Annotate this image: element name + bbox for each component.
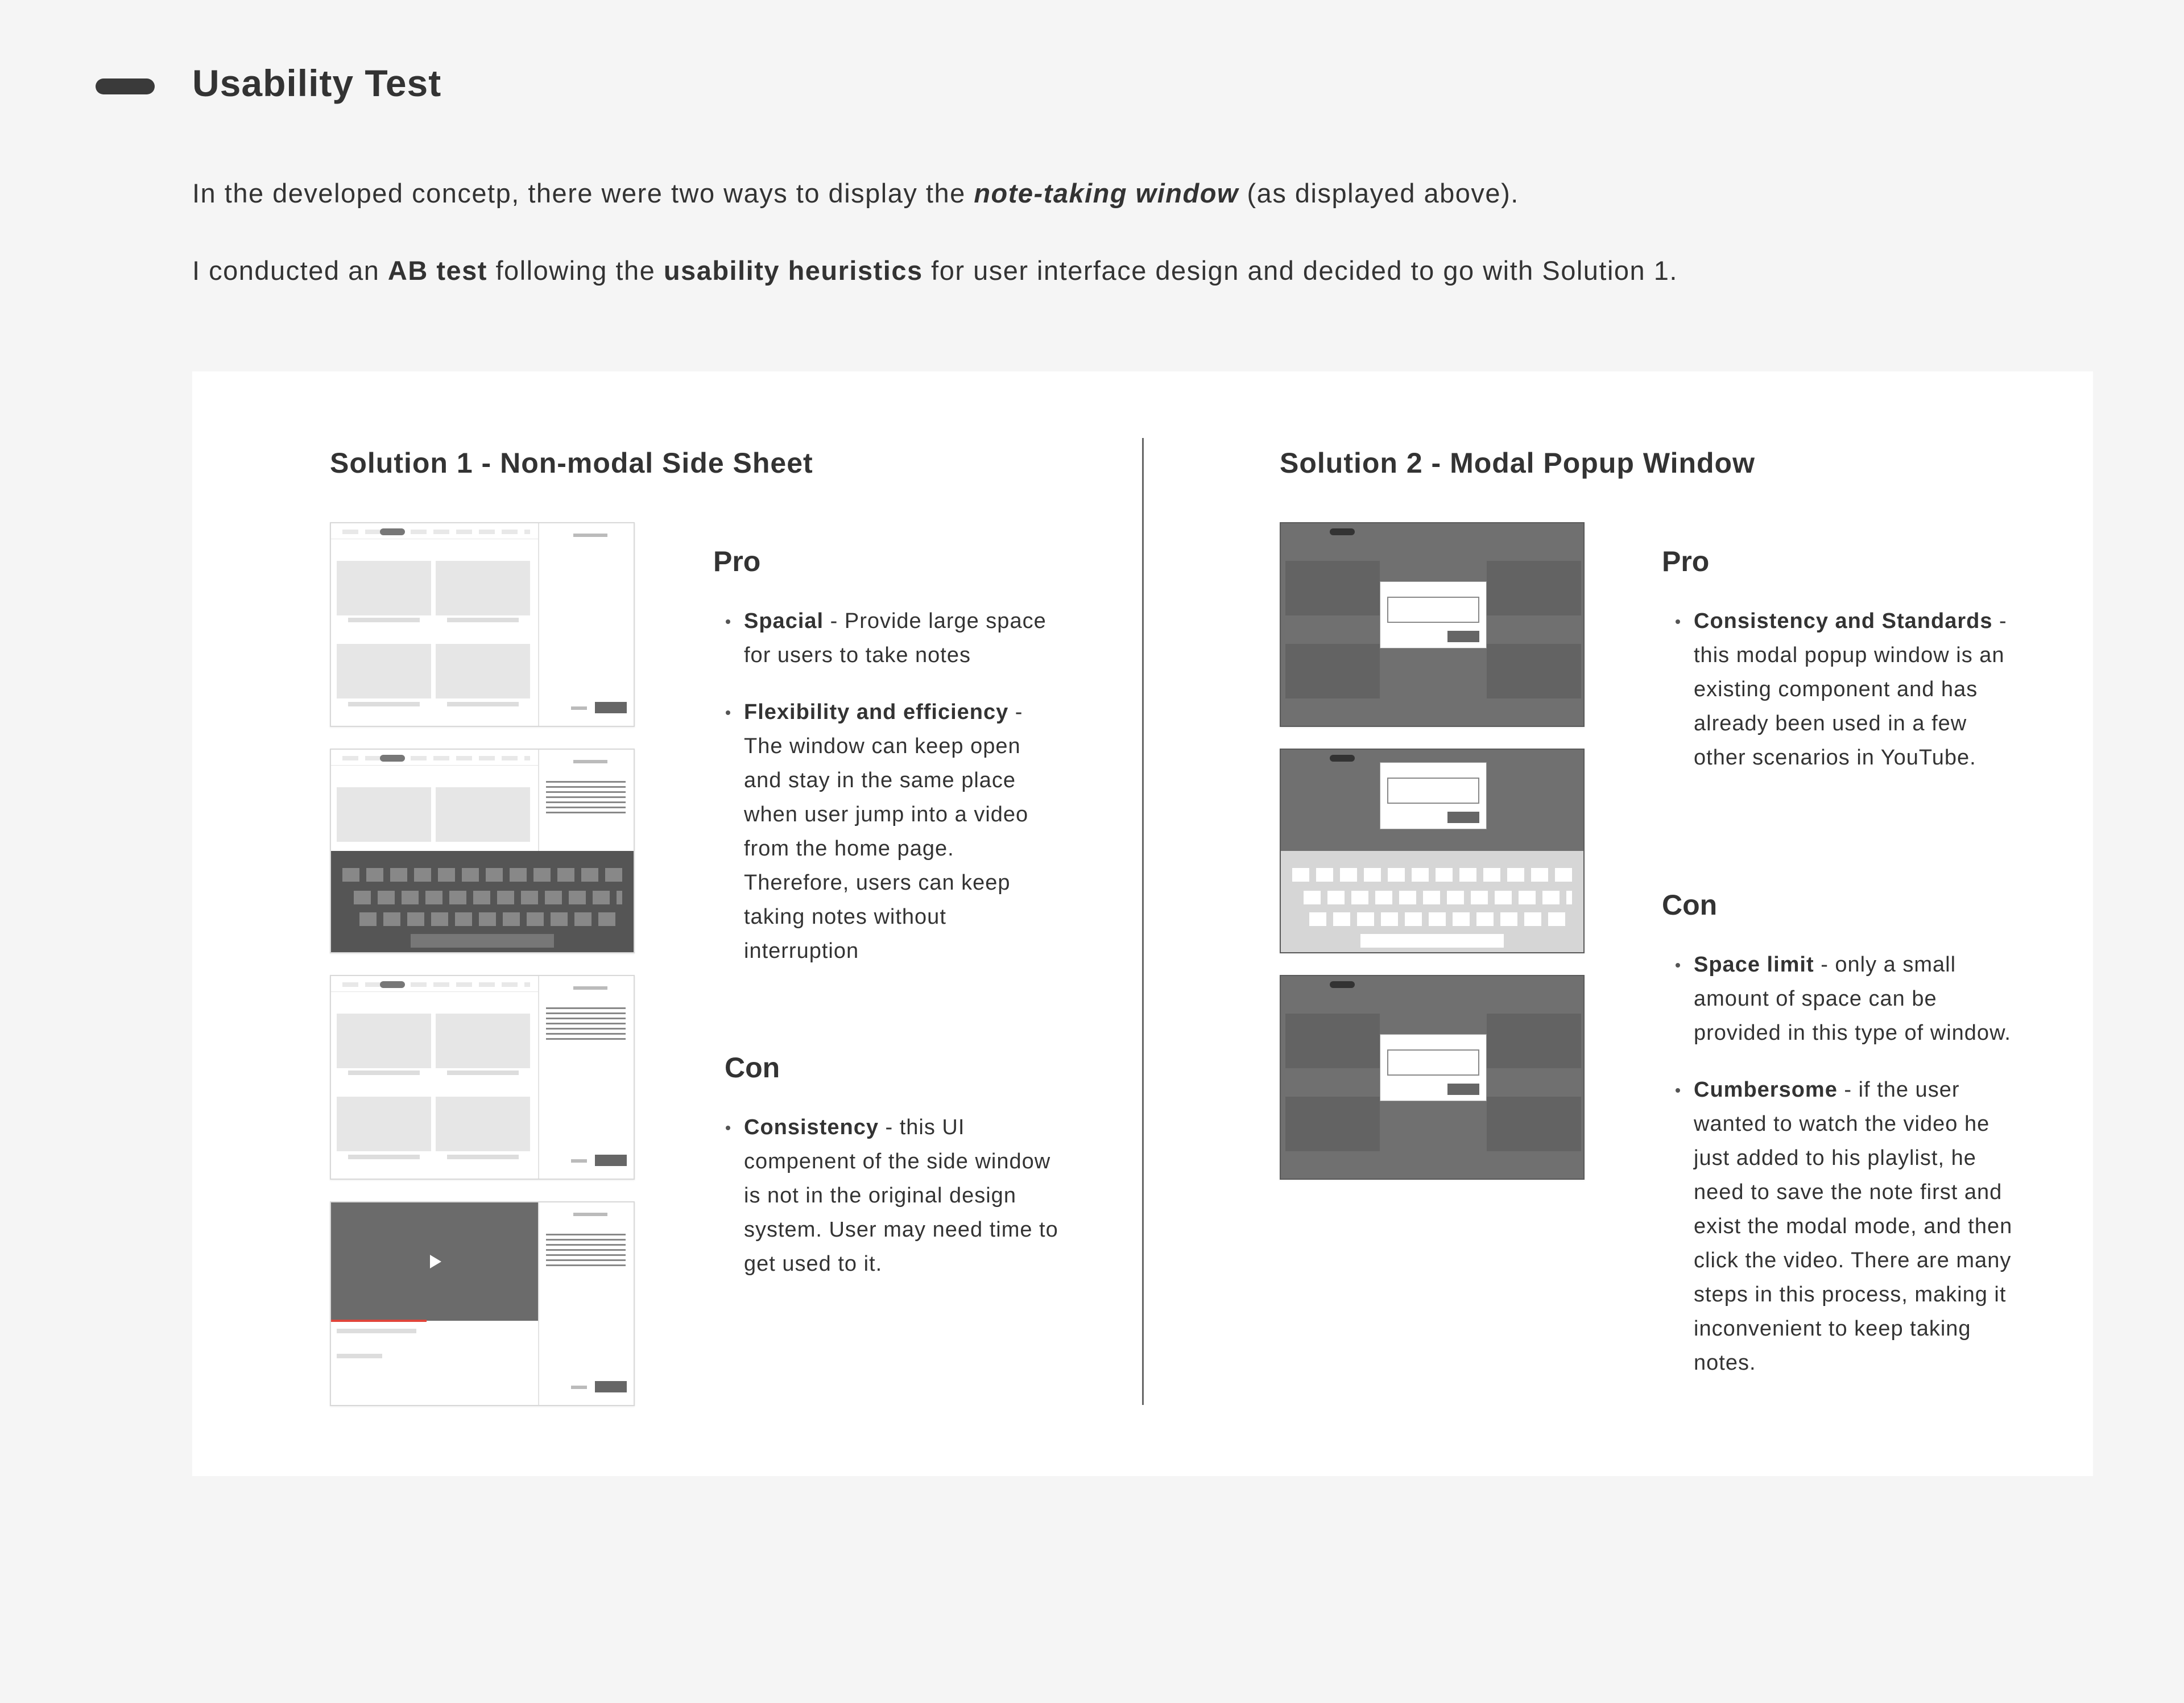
keyboard-row bbox=[354, 891, 622, 904]
video-meta bbox=[447, 702, 519, 706]
solution1-pro-list bbox=[744, 604, 1062, 991]
note-text bbox=[546, 1007, 626, 1041]
solution1-con-list bbox=[744, 1110, 1062, 1304]
video-thumbnail bbox=[1285, 1014, 1380, 1068]
solution2-title: Solution 2 - Modal Popup Window bbox=[1280, 447, 1755, 479]
video-meta bbox=[348, 618, 420, 622]
filter-chips bbox=[342, 982, 530, 987]
con-text: - this UI compenent of the side window is not in the original design system. User may need time to get used to it. bbox=[744, 1115, 1058, 1276]
active-chip bbox=[380, 981, 405, 988]
note-input bbox=[1387, 778, 1479, 804]
note-text bbox=[546, 781, 626, 815]
keyboard-space bbox=[411, 934, 554, 948]
keyboard-space bbox=[1360, 934, 1504, 948]
note-text bbox=[546, 1234, 626, 1268]
solution2-pro-heading: Pro bbox=[1662, 545, 1710, 577]
pro-term: Spacial bbox=[744, 609, 824, 633]
solution2-screenshot-notes bbox=[1280, 975, 1585, 1180]
add-button bbox=[595, 702, 627, 713]
pro-term: Consistency and Standards bbox=[1694, 609, 1993, 633]
list-item bbox=[744, 1110, 1062, 1281]
filter-chips bbox=[342, 530, 530, 534]
cancel-button bbox=[571, 706, 587, 710]
onscreen-keyboard bbox=[1281, 851, 1583, 952]
video-thumbnail bbox=[1487, 1014, 1581, 1068]
active-chip bbox=[1330, 528, 1355, 535]
filter-chips bbox=[342, 756, 530, 760]
pro-text: - The window can keep open and stay in the same place when user jump into a video from the home page. Therefore, users can keep taking notes without interruption bbox=[744, 700, 1029, 963]
add-button bbox=[1447, 1084, 1479, 1095]
video-thumbnail bbox=[436, 561, 530, 615]
keyboard-row bbox=[1292, 868, 1572, 882]
pro-text: - this modal popup window is an existing component and has already been used in a few other scenarios in YouTube. bbox=[1694, 609, 2007, 770]
side-sheet-title bbox=[573, 986, 607, 990]
con-term: Consistency bbox=[744, 1115, 879, 1139]
con-term: Space limit bbox=[1694, 953, 1814, 977]
add-button bbox=[1447, 631, 1479, 642]
pro-text: - Provide large space for users to take notes bbox=[744, 609, 1046, 667]
video-meta bbox=[447, 1155, 519, 1159]
video-thumbnail bbox=[1285, 1097, 1380, 1151]
notes-side-sheet bbox=[538, 523, 634, 726]
video-thumbnail bbox=[337, 1014, 431, 1068]
intro-text: for user interface design and decided to go with Solution 1. bbox=[923, 255, 1678, 286]
video-meta bbox=[348, 1155, 420, 1159]
video-thumbnail bbox=[337, 644, 431, 698]
side-sheet-title bbox=[573, 534, 607, 537]
solution1-title: Solution 1 - Non-modal Side Sheet bbox=[330, 447, 813, 479]
video-title bbox=[337, 1329, 416, 1333]
intro-text: In the developed concetp, there were two ways to display the bbox=[192, 178, 974, 208]
solution1-pro-heading: Pro bbox=[713, 545, 761, 577]
note-input bbox=[1387, 597, 1479, 623]
active-chip bbox=[1330, 981, 1355, 988]
video-thumbnail bbox=[436, 1014, 530, 1068]
channel-line bbox=[337, 1354, 382, 1358]
solution2-con-list bbox=[1694, 948, 2018, 1403]
intro-emphasis: note-taking window bbox=[974, 178, 1239, 208]
intro-paragraph-1 bbox=[192, 177, 1519, 209]
intro-paragraph-2 bbox=[192, 255, 1678, 286]
side-sheet-title bbox=[573, 760, 607, 763]
intro-bold: AB test bbox=[387, 255, 487, 286]
solution1-screenshot-notes bbox=[330, 975, 635, 1180]
active-chip bbox=[380, 528, 405, 535]
add-button bbox=[595, 1155, 627, 1166]
solution1-con-heading: Con bbox=[725, 1052, 780, 1084]
add-button bbox=[595, 1381, 627, 1392]
active-chip bbox=[380, 755, 405, 762]
video-meta bbox=[348, 702, 420, 706]
video-thumbnail bbox=[436, 1097, 530, 1151]
keyboard-row bbox=[1309, 912, 1572, 926]
list-item bbox=[744, 604, 1062, 672]
section-marker bbox=[96, 78, 155, 94]
solution1-screenshot-video bbox=[330, 1201, 635, 1406]
list-item bbox=[744, 695, 1062, 968]
video-thumbnail bbox=[1487, 561, 1581, 615]
video-thumbnail bbox=[1285, 644, 1380, 698]
notes-side-sheet bbox=[538, 976, 634, 1179]
list-item bbox=[1694, 1073, 2018, 1380]
con-text: - if the user wanted to watch the video he just added to his playlist, he need to save the note first and exist the modal mode, and then click the video. There are many steps in this process, making it inconvenient to keep taking notes. bbox=[1694, 1078, 2013, 1375]
keyboard-row bbox=[359, 912, 622, 926]
note-input bbox=[1387, 1049, 1479, 1076]
video-meta bbox=[447, 618, 519, 622]
page-title: Usability Test bbox=[192, 62, 442, 104]
side-sheet-title bbox=[573, 1213, 607, 1216]
video-meta bbox=[348, 1070, 420, 1075]
solution2-screenshot-modal bbox=[1280, 522, 1585, 727]
list-item bbox=[1694, 604, 2018, 775]
pro-term: Flexibility and efficiency bbox=[744, 700, 1009, 724]
video-thumbnail bbox=[436, 787, 530, 842]
keyboard-row bbox=[342, 868, 622, 882]
notes-modal bbox=[1380, 1034, 1487, 1101]
video-player bbox=[331, 1202, 539, 1321]
video-thumbnail bbox=[337, 561, 431, 615]
keyboard-row bbox=[1304, 891, 1572, 904]
add-button bbox=[1447, 812, 1479, 823]
solution1-screenshot-keyboard bbox=[330, 749, 635, 953]
con-text: - only a small amount of space can be provided in this type of window. bbox=[1694, 953, 2011, 1045]
solution2-screenshot-keyboard bbox=[1280, 749, 1585, 953]
notes-modal bbox=[1380, 762, 1487, 829]
solution2-pro-list bbox=[1694, 604, 2018, 797]
video-progress bbox=[331, 1320, 427, 1322]
video-thumbnail bbox=[337, 1097, 431, 1151]
solution2-con-heading: Con bbox=[1662, 889, 1718, 921]
solution1-screenshot-home bbox=[330, 522, 635, 727]
notes-side-sheet bbox=[538, 1202, 634, 1405]
video-thumbnail bbox=[1487, 644, 1581, 698]
con-term: Cumbersome bbox=[1694, 1078, 1838, 1102]
onscreen-keyboard bbox=[331, 851, 634, 952]
list-item bbox=[1694, 948, 2018, 1050]
video-meta bbox=[447, 1070, 519, 1075]
play-icon bbox=[430, 1255, 441, 1268]
notes-modal bbox=[1380, 581, 1487, 648]
video-thumbnail bbox=[1487, 1097, 1581, 1151]
intro-text: (as displayed above). bbox=[1238, 178, 1519, 208]
cancel-button bbox=[571, 1386, 587, 1389]
column-divider bbox=[1142, 438, 1144, 1405]
cancel-button bbox=[571, 1159, 587, 1163]
intro-text: following the bbox=[487, 255, 664, 286]
video-thumbnail bbox=[337, 787, 431, 842]
intro-bold: usability heuristics bbox=[663, 255, 923, 286]
intro-text: I conducted an bbox=[192, 255, 388, 286]
video-thumbnail bbox=[436, 644, 530, 698]
video-thumbnail bbox=[1285, 561, 1380, 615]
active-chip bbox=[1330, 755, 1355, 762]
